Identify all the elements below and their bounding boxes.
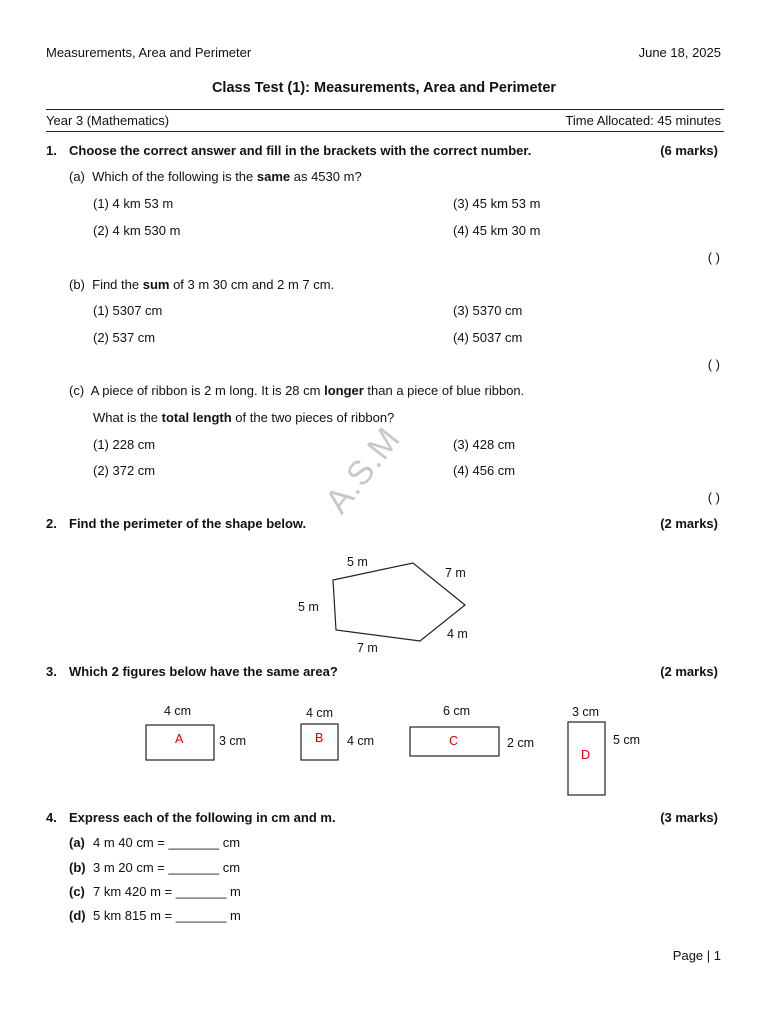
answer-bracket[interactable]: ( )	[707, 490, 720, 505]
side-label-upper-right: 7 m	[445, 566, 466, 580]
option-4: (4) 45 km 30 m	[453, 223, 541, 238]
side-label-left: 5 m	[298, 600, 319, 614]
question-2-text: Find the perimeter of the shape below.	[69, 516, 307, 531]
part-label: (c)	[69, 884, 85, 899]
figure-d-letter: D	[581, 748, 591, 762]
conversion-item-b[interactable]: 3 m 20 cm = _______ cm	[93, 860, 241, 875]
page-title: Class Test (1): Measurements, Area and Perimeter	[211, 80, 557, 96]
part-label: (b)	[69, 860, 86, 875]
question-3-marks: (2 marks)	[660, 664, 718, 679]
figure-a-letter: A	[175, 732, 184, 746]
option-4: (4) 5037 cm	[453, 330, 523, 345]
question-emphasis: sum	[142, 277, 170, 292]
question-2-marks: (2 marks)	[660, 516, 718, 531]
question-text: as 4530 m?	[290, 169, 362, 184]
option-3: (3) 45 km 53 m	[453, 196, 541, 211]
option-2: (2) 4 km 530 m	[93, 223, 181, 238]
figure-c-letter: C	[449, 734, 459, 748]
question-number: 4.	[46, 810, 57, 825]
option-1: (1) 228 cm	[93, 437, 156, 452]
question-emphasis: same	[256, 169, 291, 184]
subject-label: Year 3 (Mathematics)	[46, 113, 170, 128]
question-text: than a piece of blue ribbon.	[363, 383, 525, 398]
option-4: (4) 456 cm	[453, 463, 516, 478]
side-label-top: 5 m	[347, 555, 368, 569]
question-3-text: Which 2 figures below have the same area?	[69, 664, 338, 679]
question-text: A piece of ribbon is 2 m long. It is 28 cm	[90, 383, 325, 398]
side-label-lower-right: 4 m	[447, 627, 468, 641]
question-1-marks: (6 marks)	[660, 143, 718, 158]
figure-c-height: 2 cm	[507, 736, 535, 750]
option-1: (1) 4 km 53 m	[93, 196, 174, 211]
running-header-date: June 18, 2025	[638, 45, 721, 60]
figure-d-width: 3 cm	[572, 705, 600, 719]
question-4-text: Express each of the following in cm and m.	[69, 810, 336, 825]
option-3: (3) 5370 cm	[453, 303, 523, 318]
question-text: of the two pieces of ribbon?	[231, 410, 395, 425]
question-text: Find the	[92, 277, 143, 292]
running-header-left: Measurements, Area and Perimeter	[46, 45, 252, 60]
time-allocated: Time Allocated: 45 minutes	[565, 113, 721, 128]
figure-a-width: 4 cm	[164, 704, 192, 718]
conversion-item-c[interactable]: 7 km 420 m = _______ m	[93, 884, 241, 899]
question-number: 3.	[46, 664, 57, 679]
figure-a-height: 3 cm	[219, 734, 247, 748]
page-number: Page | 1	[672, 948, 721, 963]
part-label: (a)	[69, 169, 85, 184]
option-2: (2) 372 cm	[93, 463, 156, 478]
answer-bracket[interactable]: ( )	[707, 357, 720, 372]
question-1-text: Choose the correct answer and fill in the brackets with the correct number.	[69, 143, 532, 158]
conversion-item-a[interactable]: 4 m 40 cm = _______ cm	[93, 835, 241, 850]
question-text: Which of the following is the	[92, 169, 257, 184]
answer-bracket[interactable]: ( )	[707, 250, 720, 265]
part-label: (b)	[69, 277, 85, 292]
watermark: A.S.M	[318, 420, 409, 521]
part-label: (a)	[69, 835, 85, 850]
conversion-item-d[interactable]: 5 km 815 m = _______ m	[93, 908, 241, 923]
figure-b-height: 4 cm	[347, 734, 375, 748]
question-number: 2.	[46, 516, 57, 531]
part-label: (d)	[69, 908, 86, 923]
question-emphasis: total length	[161, 410, 232, 425]
question-text: of 3 m 30 cm and 2 m 7 cm.	[169, 277, 335, 292]
option-3: (3) 428 cm	[453, 437, 516, 452]
option-1: (1) 5307 cm	[93, 303, 163, 318]
figure-c-width: 6 cm	[443, 704, 471, 718]
part-label: (c)	[69, 383, 85, 398]
option-2: (2) 537 cm	[93, 330, 156, 345]
question-4-marks: (3 marks)	[660, 810, 718, 825]
figure-b-width: 4 cm	[306, 706, 334, 720]
figure-b-letter: B	[315, 731, 324, 745]
side-label-bottom: 7 m	[357, 641, 378, 655]
question-emphasis: longer	[324, 383, 364, 398]
question-number: 1.	[46, 143, 57, 158]
question-text: What is the	[93, 410, 162, 425]
figure-d-height: 5 cm	[613, 733, 641, 747]
